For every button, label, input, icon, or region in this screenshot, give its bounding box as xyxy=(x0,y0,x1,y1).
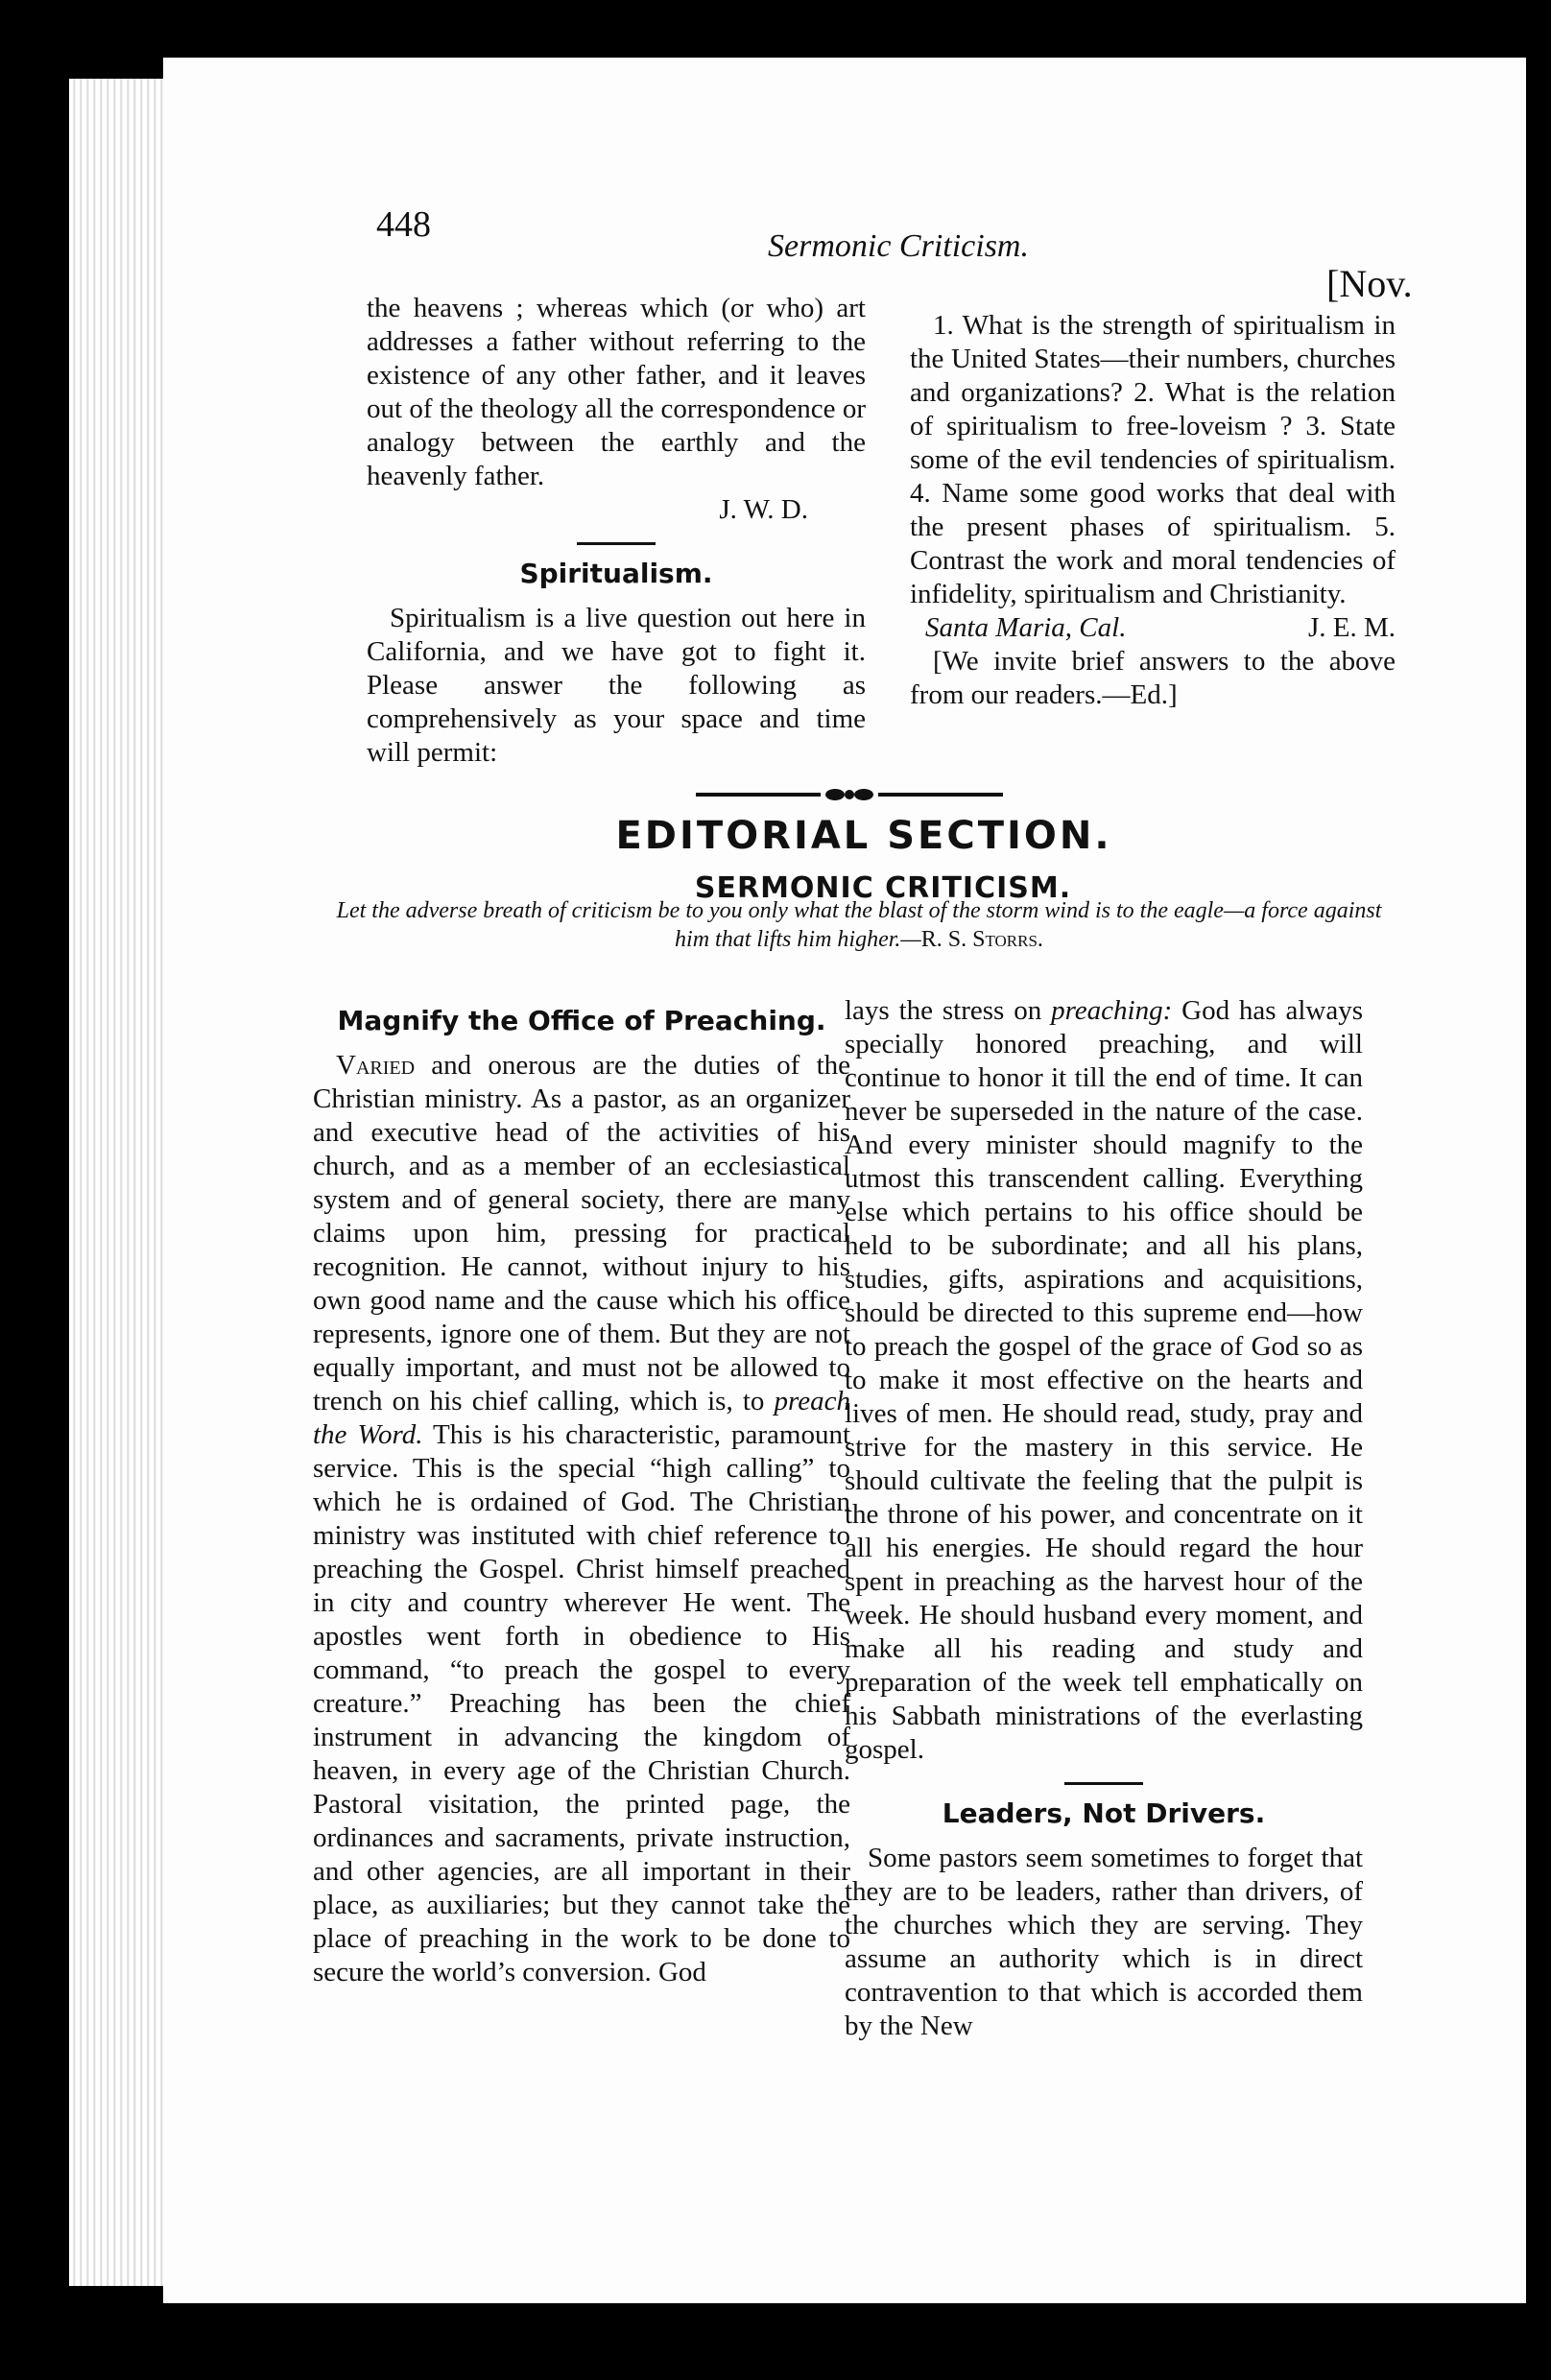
article-title-preaching: Magnify the Office of Preaching. xyxy=(337,1005,826,1036)
divider-rule xyxy=(1064,1782,1143,1785)
emphasis-text: preach the Word. xyxy=(313,1386,850,1450)
letter-signature: J. W. D. xyxy=(719,494,808,525)
place-name: Santa Maria, Cal. xyxy=(925,612,1127,643)
section-subtitle: SERMONIC CRITICISM. xyxy=(694,871,1072,905)
spiritualism-heading: Spiritualism. xyxy=(519,558,713,589)
question-signature: J. E. M. xyxy=(1307,612,1396,643)
article-paragraph-continued xyxy=(845,994,1363,1767)
emphasis-text: preaching: xyxy=(1051,995,1173,1026)
epigraph xyxy=(326,896,1392,954)
article-paragraph: Some pastors seem sometimes to forget that they are to be leaders, rather than drivers, of the churches which they are serving. They assume an authority which is in direct contravention to that which is accorded them by the New xyxy=(845,1843,1363,2041)
paragraph-part: and onerous are the duties of the Christian ministry. As a pastor, as an organizer and executive head of the activities of his church, and as a member of an ecclesiastical system and of general society, there are many claims upon him, pressing for practical recognition. He cannot, without injury to his own good name and the cause which his office represents, ignore one of them. But they are not equally important, and must not be allowed to trench on his chief calling, which is, to xyxy=(313,1050,850,1416)
letter-conclusion: the heavens ; whereas which (or who) art addresses a father without referring to the existence of any other father, and it leaves out of the theology all the correspondence or analogy between the earthly and the heavenly father. xyxy=(367,293,866,491)
paragraph-part: This is his characteristic, paramount service. This is the special “high calling” to which he is ordained of God. The Christian ministry was instituted with chief reference to preaching the Gospel. Christ himself preached in city and country wherever He went. The apostles went forth in obedience to His command, “to preach the gospel to every creature.” Preaching has been the chief instrument in advancing the kingdom of heaven, in every age of the Christian Church. Pastoral visitation, the printed page, the ordinances and sacraments, private instruction, and other agencies, are all important in their place, as auxiliaries; but they cannot take the place of preaching in the work to be done to secure the world’s conversion. God xyxy=(313,1419,850,1987)
ornamental-divider xyxy=(696,785,1003,804)
spiritualism-text: Spiritualism is a live question out here in California, and we have got to fight it. Please answer the following as comprehensively as your space and time will permit: xyxy=(367,603,866,768)
question-signature-line xyxy=(910,611,1396,645)
article-title-leaders: Leaders, Not Drivers. xyxy=(942,1797,1266,1829)
article-right-column xyxy=(845,994,1363,2043)
divider-rule xyxy=(577,542,656,545)
editor-note: [We invite brief answers to the above from our readers.—Ed.] xyxy=(910,646,1396,710)
article-left-column xyxy=(313,998,850,1989)
article-paragraph xyxy=(313,1049,850,1989)
top-right-column xyxy=(910,309,1396,712)
spiritualism-questions: 1. What is the strength of spiritualism in the United States—their numbers, churches and organizations? 2. What is the relation of spiritualism to free-loveism ? 3. State some of the evil tendencies of spiritualism. 4. Name some good works that deal with the present phases of spiritualism. 5. Contrast the work and moral tendencies of infidelity, spiritualism and Christianity. xyxy=(910,310,1396,609)
month-label: [Nov. xyxy=(1326,262,1413,305)
section-title: EDITORIAL SECTION. xyxy=(615,814,1112,858)
top-left-column xyxy=(367,292,866,770)
page-number: 448 xyxy=(376,204,431,245)
running-head: Sermonic Criticism. xyxy=(768,228,1029,264)
epigraph-text: Let the adverse breath of criticism be to you only what the blast of the storm wind is to the eagle—a force against him that lifts him higher.— xyxy=(336,898,1382,952)
paragraph-part: God has always specially honored preaching, and will continue to honor it till the end of time. It can never be superseded in the nature of the case. And every minister should magnify to the utmost this transcendent calling. Everything else which pertains to his office should be held to be subordinate; and all his plans, studies, gifts, aspirations and acquisitions, should be directed to this supreme end—how to preach the gospel of the grace of God so as to make it most effective on the hearts and lives of men. He should read, study, pray and strive for the mastery in this service. He should cultivate the feeling that the pulpit is the throne of his power, and concentrate on it all his energies. He should regard the hour spent in preaching as the harvest hour of the week. He should husband every moment, and make all his reading and study and preparation of the week tell emphatically on his Sabbath ministrations of the everlasting gospel. xyxy=(845,995,1363,1765)
paragraph-part: lays the stress on xyxy=(845,995,1052,1026)
epigraph-author: R. S. Storrs. xyxy=(920,927,1043,952)
lead-word: Varied xyxy=(336,1050,416,1081)
